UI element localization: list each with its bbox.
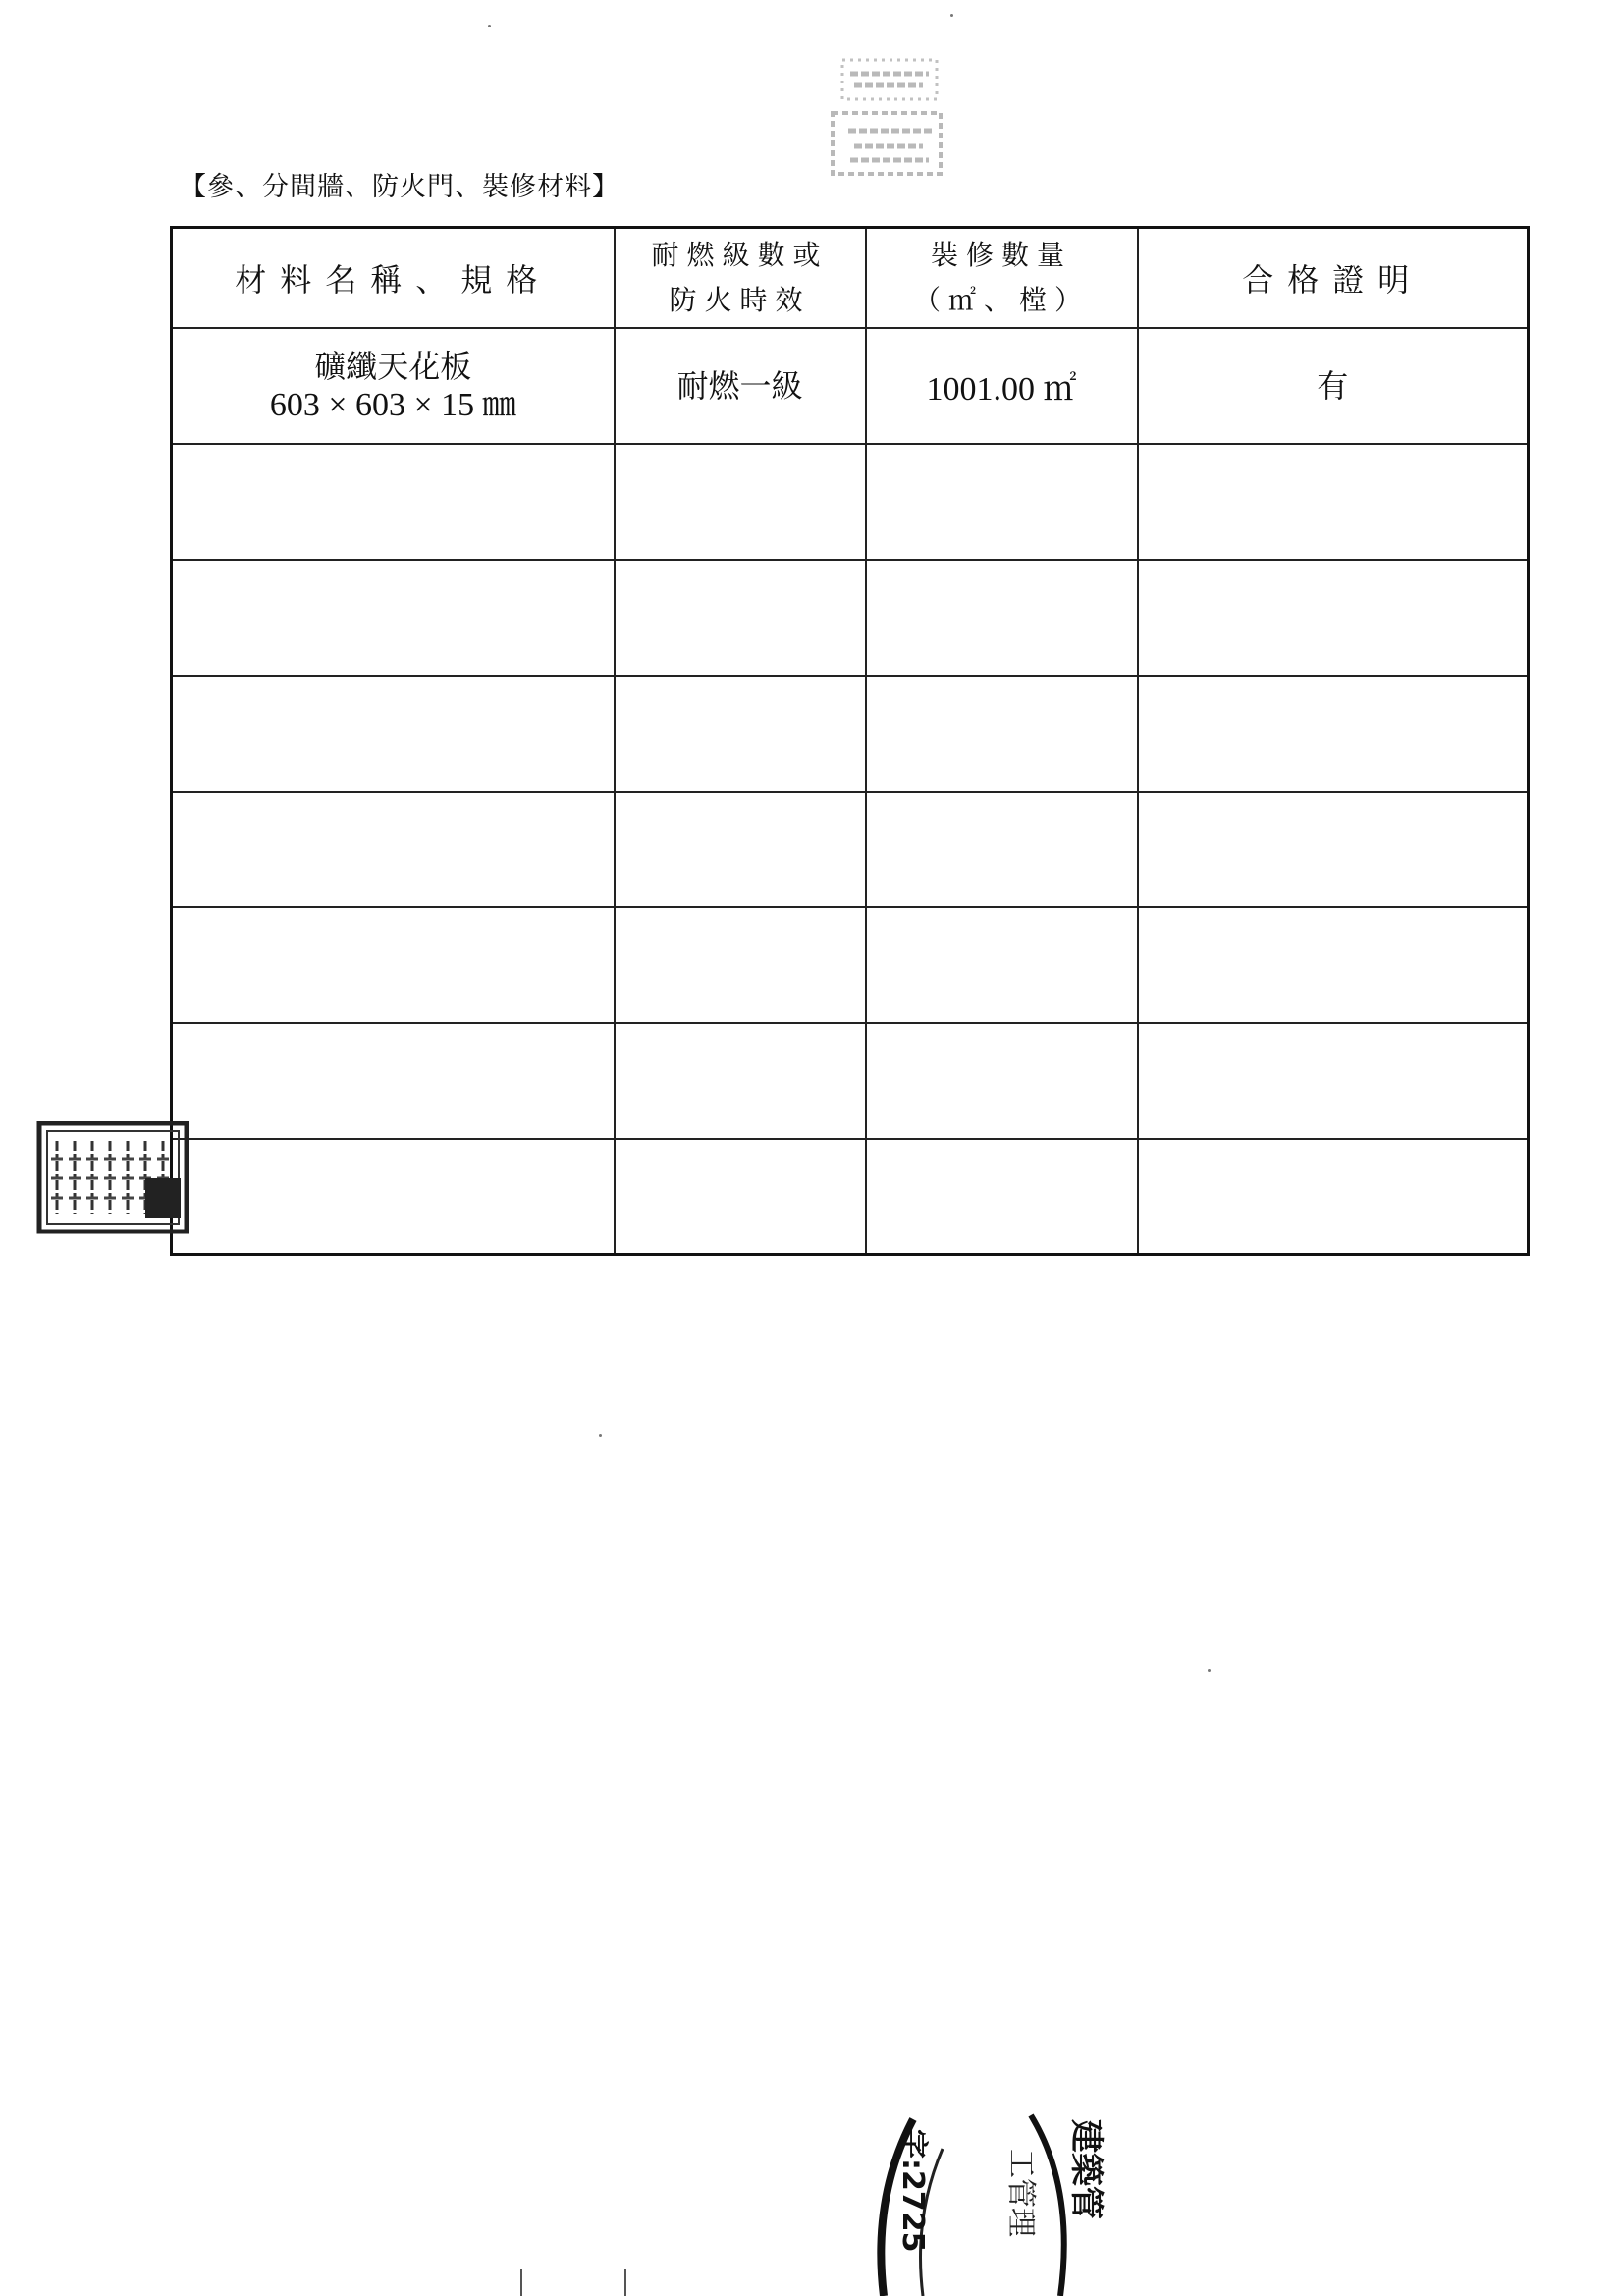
- cell-material-name: [172, 792, 615, 907]
- cell-certificate: [1138, 1139, 1529, 1255]
- cell-material-name: [172, 560, 615, 676]
- scan-speck: [599, 1434, 602, 1437]
- cell-quantity: [866, 676, 1138, 792]
- cell-quantity: 1001.00 ㎡: [866, 328, 1138, 444]
- header-quantity: 裝修數量 （㎡、樘）: [866, 228, 1138, 328]
- cell-quantity: [866, 1023, 1138, 1139]
- cell-material-name: [172, 1023, 615, 1139]
- cell-fire-rating: [615, 444, 866, 560]
- table-row: [172, 907, 1529, 1023]
- seal-text-3: 字:2725: [895, 2129, 930, 2253]
- faint-stamp-top: [825, 54, 954, 182]
- table-header-row: [172, 228, 1529, 328]
- section-title: 【參、分間牆、防火門、裝修材料】: [180, 172, 620, 202]
- header-certificate: 合格證明: [1138, 228, 1529, 328]
- table-row: [172, 444, 1529, 560]
- table-row: [172, 1139, 1529, 1255]
- cell-fire-rating: [615, 1023, 866, 1139]
- scan-speck: [1208, 1669, 1211, 1672]
- cell-material-name: [172, 444, 615, 560]
- cell-certificate: [1138, 1023, 1529, 1139]
- scan-mark: [624, 2269, 626, 2296]
- cell-certificate: [1138, 792, 1529, 907]
- cell-fire-rating: 耐燃一級: [615, 328, 866, 444]
- cell-material-name: 礦纖天花板 603 × 603 × 15 ㎜: [172, 328, 615, 444]
- cell-fire-rating: [615, 1139, 866, 1255]
- scan-mark: [520, 2269, 522, 2296]
- cell-quantity: [866, 560, 1138, 676]
- cell-material-name: [172, 1139, 615, 1255]
- cell-certificate: [1138, 444, 1529, 560]
- scan-speck: [950, 14, 953, 17]
- seal-text-1: 建築管: [1066, 2119, 1106, 2219]
- cell-quantity: [866, 1139, 1138, 1255]
- cell-material-name: [172, 907, 615, 1023]
- cell-fire-rating: [615, 676, 866, 792]
- table-row: [172, 1023, 1529, 1139]
- header-material-name: 材料名稱、規格: [172, 228, 615, 328]
- table-row: [172, 792, 1529, 907]
- round-seal-stamp: [864, 2109, 1119, 2296]
- cell-fire-rating: [615, 907, 866, 1023]
- table-row: [172, 560, 1529, 676]
- cell-certificate: [1138, 676, 1529, 792]
- cell-quantity: [866, 792, 1138, 907]
- materials-table: [170, 226, 1530, 1256]
- square-seal-stamp: [35, 1120, 192, 1235]
- cell-certificate: 有: [1138, 328, 1529, 444]
- header-fire-rating: 耐燃級數或 防火時效: [615, 228, 866, 328]
- table-row: [172, 328, 1529, 444]
- cell-quantity: [866, 907, 1138, 1023]
- cell-material-name: [172, 676, 615, 792]
- cell-quantity: [866, 444, 1138, 560]
- cell-certificate: [1138, 907, 1529, 1023]
- scan-speck: [488, 25, 491, 27]
- cell-fire-rating: [615, 560, 866, 676]
- seal-text-2: 工管理: [1003, 2149, 1038, 2237]
- table-row: [172, 676, 1529, 792]
- cell-certificate: [1138, 560, 1529, 676]
- cell-fire-rating: [615, 792, 866, 907]
